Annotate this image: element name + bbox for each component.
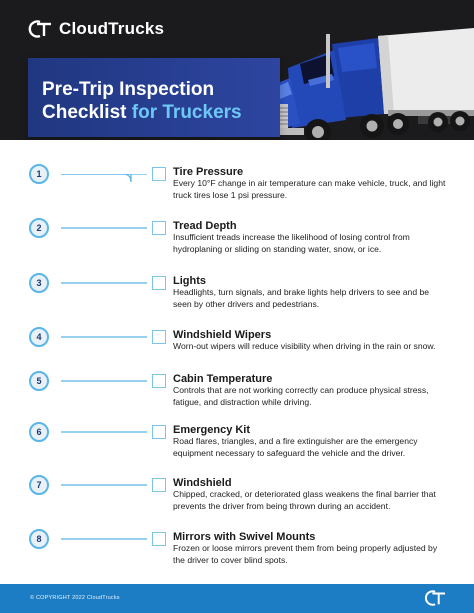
timeline-connector	[61, 174, 151, 546]
item-title: Cabin Temperature	[173, 373, 273, 385]
item-checkbox[interactable]	[152, 478, 166, 492]
item-description: Headlights, turn signals, and brake lights help drivers to see and be seen by other drivers and pedestrians.	[173, 287, 430, 309]
item-number: 3	[29, 273, 49, 293]
item-checkbox[interactable]	[152, 167, 166, 181]
item-description: Worn-out wipers will reduce visibility when driving in the rain or snow.	[173, 341, 436, 351]
item-title: Windshield Wipers	[173, 329, 272, 341]
item-description: Controls that are not working correctly can produce physical stress, fatigue, and distraction while driving.	[173, 385, 429, 407]
item-title: Emergency Kit	[173, 424, 251, 436]
item-checkbox[interactable]	[152, 276, 166, 290]
item-number: 5	[29, 371, 49, 391]
title-word-checklist: Checklist	[42, 102, 127, 123]
title-line-1: Pre-Trip Inspection	[42, 79, 215, 100]
truck-image	[260, 28, 474, 140]
item-checkbox[interactable]	[152, 532, 166, 546]
item-description: Road flares, triangles, and a fire extinguisher are the emergency equipment necessary to safeguard the vehicle and the driver.	[173, 436, 418, 458]
cloudtrucks-logo-icon	[424, 589, 448, 607]
item-title: Mirrors with Swivel Mounts	[173, 531, 316, 543]
item-checkbox[interactable]	[152, 330, 166, 344]
cloudtrucks-logo-icon	[28, 19, 54, 39]
copyright-text: © COPYRIGHT 2022 CloudTrucks	[30, 595, 120, 601]
item-description: Chipped, cracked, or deteriorated glass weakens the final barrier that prevents the driver from being thrown during an accident.	[173, 489, 436, 511]
item-number: 4	[29, 327, 49, 347]
item-title: Tread Depth	[173, 220, 237, 232]
item-title: Lights	[173, 275, 206, 287]
page-title	[42, 78, 242, 124]
item-number: 8	[29, 529, 49, 549]
item-title: Windshield	[173, 477, 232, 489]
item-number: 2	[29, 218, 49, 238]
item-number: 7	[29, 475, 49, 495]
item-checkbox[interactable]	[152, 374, 166, 388]
item-title: Tire Pressure	[173, 166, 244, 178]
item-description: Every 10°F change in air temperature can make vehicle, truck, and light truck tires lose 1 psi pressure.	[173, 178, 446, 200]
title-banner	[28, 58, 280, 137]
item-number: 1	[29, 164, 49, 184]
item-description: Insufficient treads increase the likelihood of losing control from hydroplaning or sliding on standing water, snow, or ice.	[173, 232, 410, 254]
title-accent: for Truckers	[131, 102, 242, 123]
brand-name: CloudTrucks	[59, 19, 165, 38]
brand-logo[interactable]	[28, 19, 164, 39]
title-line-2	[42, 101, 242, 124]
item-checkbox[interactable]	[152, 425, 166, 439]
item-number: 6	[29, 422, 49, 442]
item-checkbox[interactable]	[152, 221, 166, 235]
footer	[0, 584, 474, 613]
header	[0, 0, 474, 140]
item-description: Frozen or loose mirrors prevent them from being properly adjusted by the driver to cover blind spots.	[173, 543, 438, 565]
